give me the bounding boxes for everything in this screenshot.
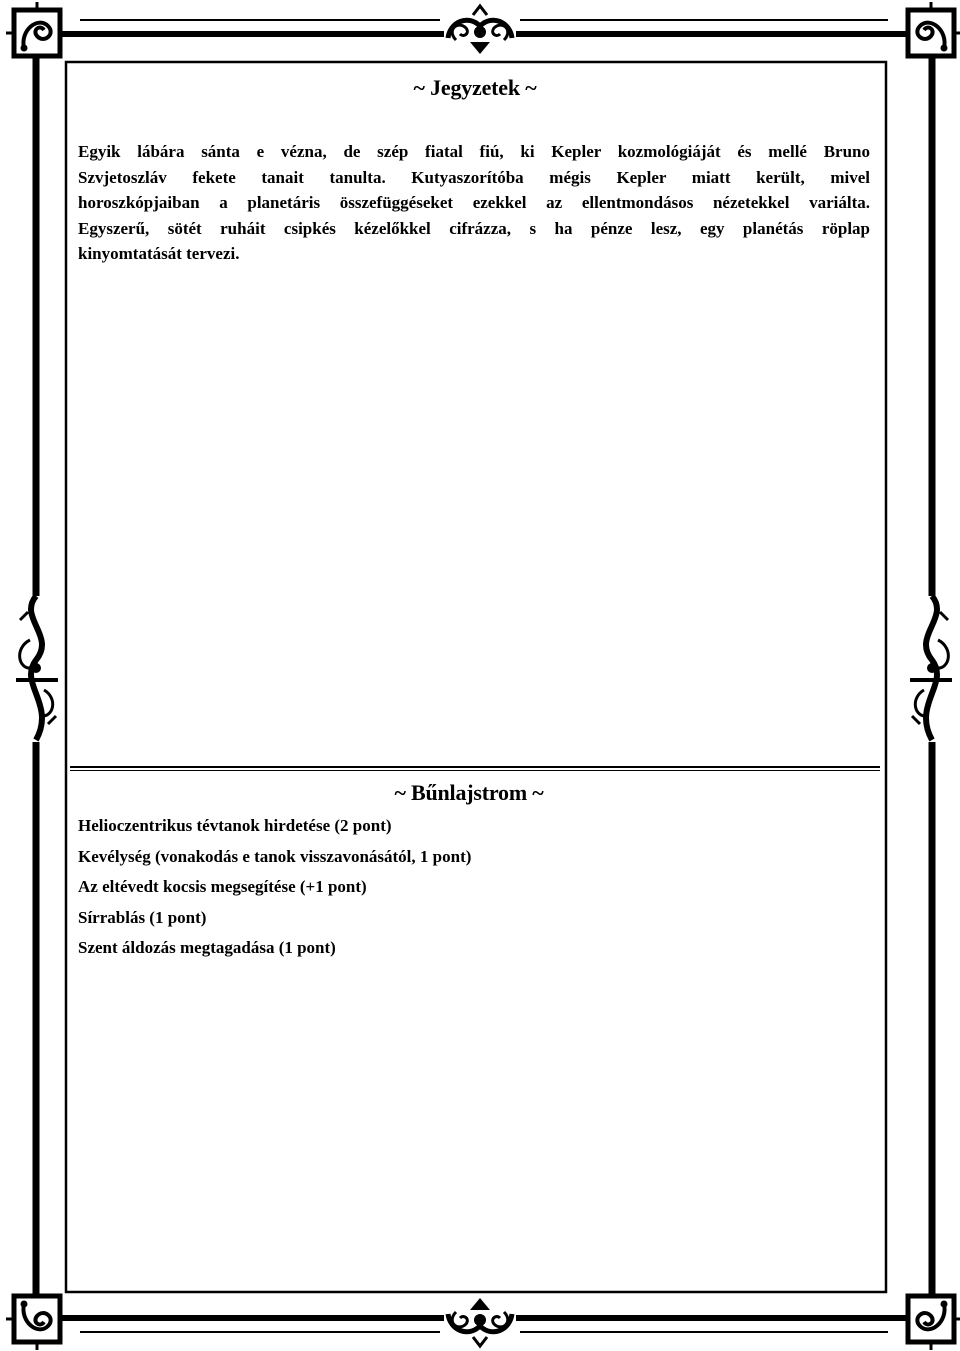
notes-title: ~ Jegyzetek ~ [413,75,537,100]
list-item: Szent áldozás megtagadása (1 pont) [78,938,336,957]
notes-line: Szvjetoszláv fekete tanait tanulta. Kutyaszorítóba mégis Kepler miatt került, mivel [78,167,870,187]
corner-ornament-bottom-right [908,1296,960,1350]
side-ornament-right [910,596,952,742]
list-item: Sírrablás (1 pont) [78,907,207,927]
corner-ornament-bottom-left [6,1296,60,1350]
list-item: Helioczentrikus tévtanok hirdetése (2 pont) [78,816,392,835]
list-item: Kevélység (vonakodás e tanok visszavonásától, 1 pont) [78,846,472,866]
notes-paragraph [78,139,870,267]
corner-ornament-top-left [6,2,60,56]
sins-title: ~ Bűnlajstrom ~ [394,780,544,805]
side-ornament-left [16,596,58,742]
notes-line: kinyomtatását tervezi. [78,244,240,263]
notes-line: Egyik lábára sánta e vézna, de szép fiatal fiú, ki Kepler kozmológiáját és mellé Bruno [78,142,870,161]
list-item: Az eltévedt kocsis megsegítése (+1 pont) [78,877,367,896]
center-ornament-top [444,6,516,54]
section-divider [70,766,880,771]
corner-ornament-top-right [908,2,960,56]
sins-list [78,811,870,964]
center-ornament-bottom [444,1298,516,1346]
notes-line: horoszkópjaiban a planetáris összefüggéseket ezekkel az ellentmondásos nézetekkel variálta. [78,193,870,212]
notes-line: Egyszerű, sötét ruháit csipkés kézelőkkel cifrázza, s ha pénze lesz, egy planétás röplap [78,218,870,238]
